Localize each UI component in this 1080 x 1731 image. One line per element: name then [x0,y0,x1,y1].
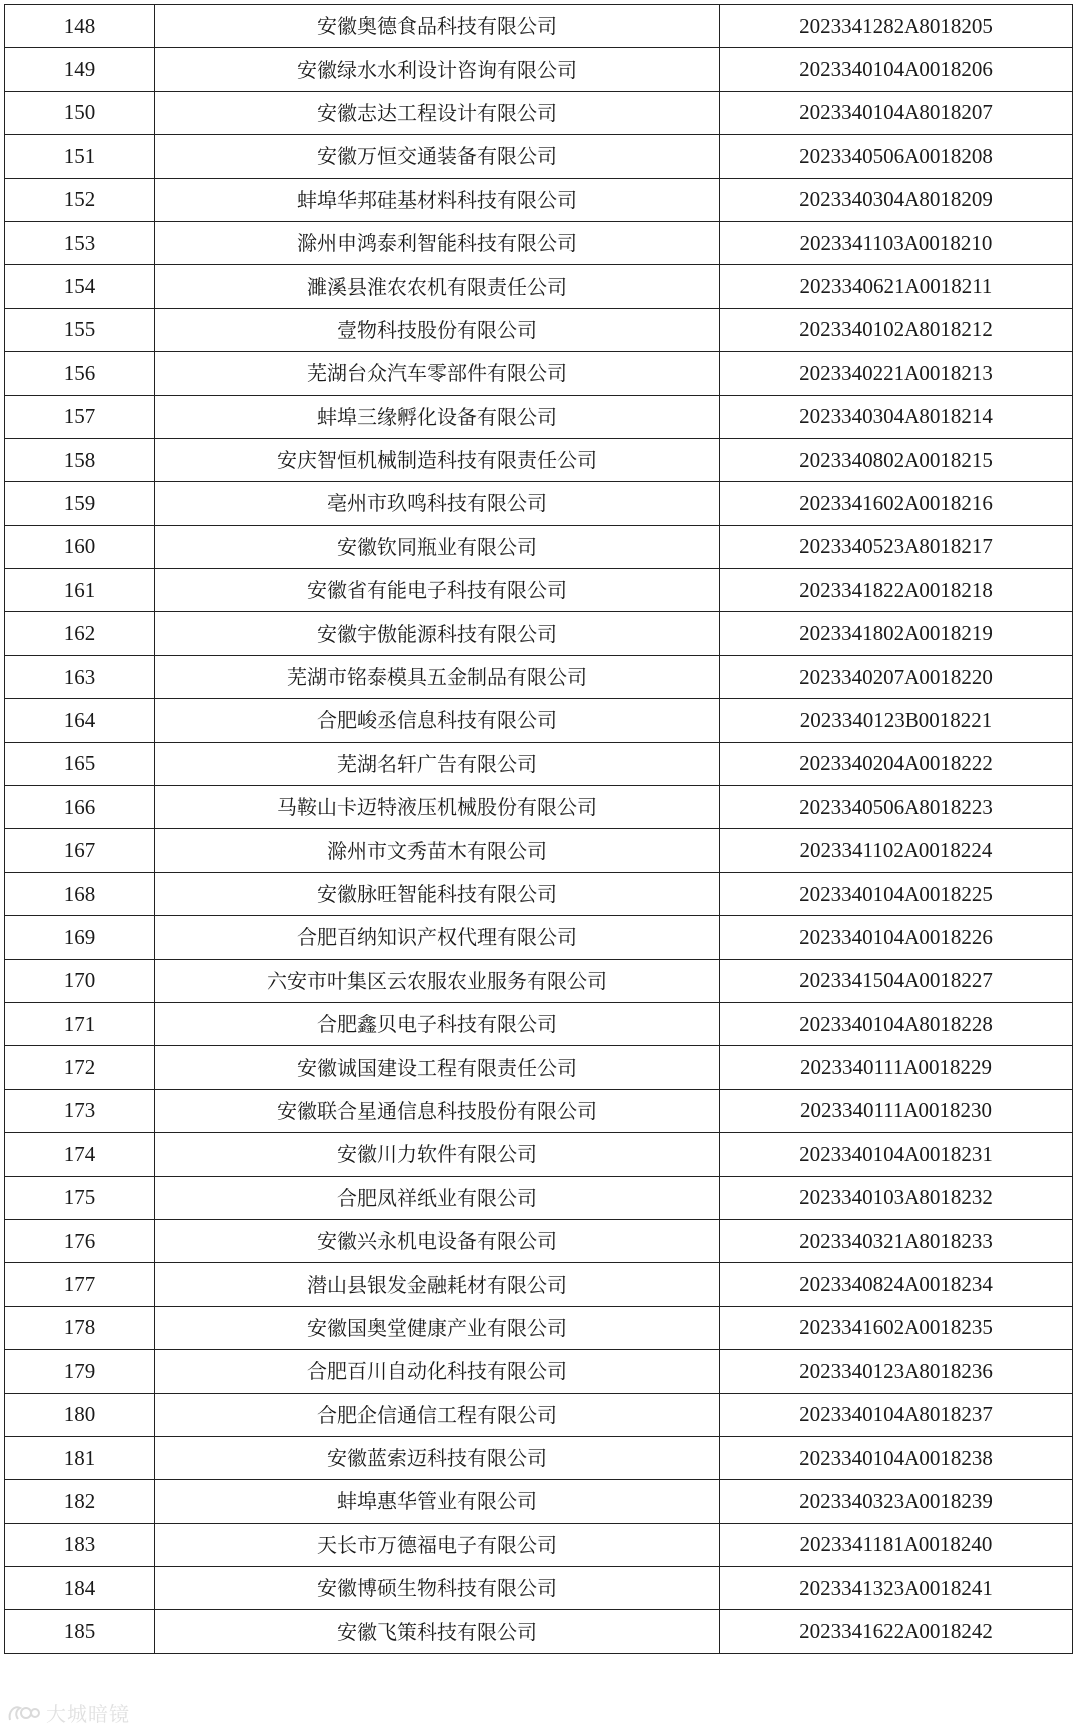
registration-code-cell: 2023340104A0018238 [720,1436,1073,1479]
company-name-cell: 马鞍山卡迈特液压机械股份有限公司 [155,786,720,829]
serial-number-cell: 151 [5,135,155,178]
table-row [5,1176,1073,1219]
table-row [5,525,1073,568]
serial-number-cell: 156 [5,352,155,395]
company-name-cell: 安徽绿水水利设计咨询有限公司 [155,48,720,91]
serial-number-cell: 178 [5,1306,155,1349]
registration-code-cell: 2023341103A0018210 [720,221,1073,264]
registration-code-cell: 2023340207A0018220 [720,655,1073,698]
serial-number-cell: 148 [5,5,155,48]
registration-code-cell: 2023340104A0018206 [720,48,1073,91]
registration-code-cell: 2023341802A0018219 [720,612,1073,655]
company-name-cell: 安庆智恒机械制造科技有限责任公司 [155,438,720,481]
table-row [5,5,1073,48]
registration-code-cell: 2023340523A8018217 [720,525,1073,568]
company-name-cell: 安徽宇傲能源科技有限公司 [155,612,720,655]
company-name-cell: 安徽万恒交通装备有限公司 [155,135,720,178]
serial-number-cell: 165 [5,742,155,785]
serial-number-cell: 179 [5,1350,155,1393]
registration-code-cell: 2023340111A0018229 [720,1046,1073,1089]
table-row [5,395,1073,438]
table-row [5,352,1073,395]
table-row [5,1567,1073,1610]
watermark-text: 大城暗镜 [46,1702,130,1726]
registration-code-cell: 2023341622A0018242 [720,1610,1073,1653]
registration-code-cell: 2023340221A0018213 [720,352,1073,395]
table-row [5,786,1073,829]
watermark [6,1698,130,1727]
serial-number-cell: 157 [5,395,155,438]
company-name-cell: 蚌埠惠华管业有限公司 [155,1480,720,1523]
table-row [5,1480,1073,1523]
table-row [5,612,1073,655]
company-name-cell: 濉溪县淮农农机有限责任公司 [155,265,720,308]
serial-number-cell: 164 [5,699,155,742]
company-name-cell: 安徽钦同瓶业有限公司 [155,525,720,568]
serial-number-cell: 170 [5,959,155,1002]
serial-number-cell: 166 [5,786,155,829]
registration-code-cell: 2023341282A8018205 [720,5,1073,48]
serial-number-cell: 161 [5,569,155,612]
table-row [5,1523,1073,1566]
company-name-cell: 安徽川力软件有限公司 [155,1133,720,1176]
table-row [5,916,1073,959]
table-row [5,1219,1073,1262]
registration-code-cell: 2023341181A0018240 [720,1523,1073,1566]
serial-number-cell: 173 [5,1089,155,1132]
serial-number-cell: 169 [5,916,155,959]
serial-number-cell: 168 [5,872,155,915]
serial-number-cell: 159 [5,482,155,525]
registration-code-cell: 2023340802A0018215 [720,438,1073,481]
company-name-cell: 安徽国奥堂健康产业有限公司 [155,1306,720,1349]
registration-code-cell: 2023340204A0018222 [720,742,1073,785]
serial-number-cell: 177 [5,1263,155,1306]
serial-number-cell: 158 [5,438,155,481]
company-name-cell: 亳州市玖鸣科技有限公司 [155,482,720,525]
table-body [5,5,1073,1654]
table-row [5,178,1073,221]
table-row [5,742,1073,785]
table-row [5,48,1073,91]
brand-logo-icon [6,1702,40,1724]
enterprise-list-table [4,4,1073,1654]
serial-number-cell: 167 [5,829,155,872]
serial-number-cell: 162 [5,612,155,655]
company-name-cell: 蚌埠三缘孵化设备有限公司 [155,395,720,438]
company-name-cell: 蚌埠华邦硅基材料科技有限公司 [155,178,720,221]
company-name-cell: 安徽省有能电子科技有限公司 [155,569,720,612]
registration-code-cell: 2023340304A8018214 [720,395,1073,438]
table-row [5,1306,1073,1349]
registration-code-cell: 2023340323A0018239 [720,1480,1073,1523]
serial-number-cell: 183 [5,1523,155,1566]
table-row [5,1046,1073,1089]
company-name-cell: 滁州申鸿泰利智能科技有限公司 [155,221,720,264]
serial-number-cell: 174 [5,1133,155,1176]
company-name-cell: 合肥峻丞信息科技有限公司 [155,699,720,742]
table-row [5,1002,1073,1045]
serial-number-cell: 150 [5,91,155,134]
registration-code-cell: 2023340506A8018223 [720,786,1073,829]
company-name-cell: 安徽兴永机电设备有限公司 [155,1219,720,1262]
serial-number-cell: 149 [5,48,155,91]
company-name-cell: 安徽奥德食品科技有限公司 [155,5,720,48]
table-row [5,1610,1073,1653]
company-name-cell: 安徽蓝索迈科技有限公司 [155,1436,720,1479]
table-row [5,438,1073,481]
registration-code-cell: 2023341504A0018227 [720,959,1073,1002]
serial-number-cell: 181 [5,1436,155,1479]
serial-number-cell: 153 [5,221,155,264]
table-row [5,1393,1073,1436]
table-row [5,221,1073,264]
serial-number-cell: 171 [5,1002,155,1045]
table-row [5,1263,1073,1306]
registration-code-cell: 2023340102A8018212 [720,308,1073,351]
table-row [5,1436,1073,1479]
registration-code-cell: 2023340621A0018211 [720,265,1073,308]
company-name-cell: 合肥鑫贝电子科技有限公司 [155,1002,720,1045]
company-name-cell: 安徽博硕生物科技有限公司 [155,1567,720,1610]
serial-number-cell: 176 [5,1219,155,1262]
registration-code-cell: 2023340104A0018231 [720,1133,1073,1176]
company-name-cell: 安徽联合星通信息科技股份有限公司 [155,1089,720,1132]
company-name-cell: 芜湖市铭泰模具五金制品有限公司 [155,655,720,698]
company-name-cell: 合肥百川自动化科技有限公司 [155,1350,720,1393]
serial-number-cell: 175 [5,1176,155,1219]
table-row [5,135,1073,178]
company-name-cell: 安徽诚国建设工程有限责任公司 [155,1046,720,1089]
company-name-cell: 潜山县银发金融耗材有限公司 [155,1263,720,1306]
serial-number-cell: 152 [5,178,155,221]
company-name-cell: 合肥企信通信工程有限公司 [155,1393,720,1436]
registration-code-cell: 2023340506A0018208 [720,135,1073,178]
table-row [5,91,1073,134]
registration-code-cell: 2023340104A8018228 [720,1002,1073,1045]
registration-code-cell: 2023341602A0018216 [720,482,1073,525]
serial-number-cell: 172 [5,1046,155,1089]
serial-number-cell: 185 [5,1610,155,1653]
table-row [5,265,1073,308]
company-name-cell: 六安市叶集区云农服农业服务有限公司 [155,959,720,1002]
company-name-cell: 安徽飞策科技有限公司 [155,1610,720,1653]
company-name-cell: 壹物科技股份有限公司 [155,308,720,351]
serial-number-cell: 163 [5,655,155,698]
serial-number-cell: 180 [5,1393,155,1436]
table-row [5,1350,1073,1393]
table-row [5,655,1073,698]
company-name-cell: 合肥百纳知识产权代理有限公司 [155,916,720,959]
table-row [5,829,1073,872]
registration-code-cell: 2023340104A8018237 [720,1393,1073,1436]
registration-code-cell: 2023340123B0018221 [720,699,1073,742]
serial-number-cell: 154 [5,265,155,308]
table-row [5,699,1073,742]
registration-code-cell: 2023340321A8018233 [720,1219,1073,1262]
serial-number-cell: 182 [5,1480,155,1523]
registration-code-cell: 2023341102A0018224 [720,829,1073,872]
registration-code-cell: 2023340304A8018209 [720,178,1073,221]
company-name-cell: 安徽志达工程设计有限公司 [155,91,720,134]
company-name-cell: 芜湖名轩广告有限公司 [155,742,720,785]
company-name-cell: 滁州市文秀苗木有限公司 [155,829,720,872]
company-name-cell: 天长市万德福电子有限公司 [155,1523,720,1566]
table-row [5,1133,1073,1176]
registration-code-cell: 2023340111A0018230 [720,1089,1073,1132]
table-row [5,872,1073,915]
serial-number-cell: 160 [5,525,155,568]
registration-code-cell: 2023340824A0018234 [720,1263,1073,1306]
company-name-cell: 安徽脉旺智能科技有限公司 [155,872,720,915]
table-row [5,1089,1073,1132]
registration-code-cell: 2023340104A0018226 [720,916,1073,959]
registration-code-cell: 2023340104A8018207 [720,91,1073,134]
registration-code-cell: 2023340103A8018232 [720,1176,1073,1219]
serial-number-cell: 155 [5,308,155,351]
table-row [5,569,1073,612]
company-name-cell: 合肥凤祥纸业有限公司 [155,1176,720,1219]
registration-code-cell: 2023341602A0018235 [720,1306,1073,1349]
table-row [5,959,1073,1002]
registration-code-cell: 2023341822A0018218 [720,569,1073,612]
serial-number-cell: 184 [5,1567,155,1610]
table-row [5,482,1073,525]
company-name-cell: 芜湖台众汽车零部件有限公司 [155,352,720,395]
registration-code-cell: 2023340123A8018236 [720,1350,1073,1393]
registration-code-cell: 2023341323A0018241 [720,1567,1073,1610]
registration-code-cell: 2023340104A0018225 [720,872,1073,915]
table-row [5,308,1073,351]
